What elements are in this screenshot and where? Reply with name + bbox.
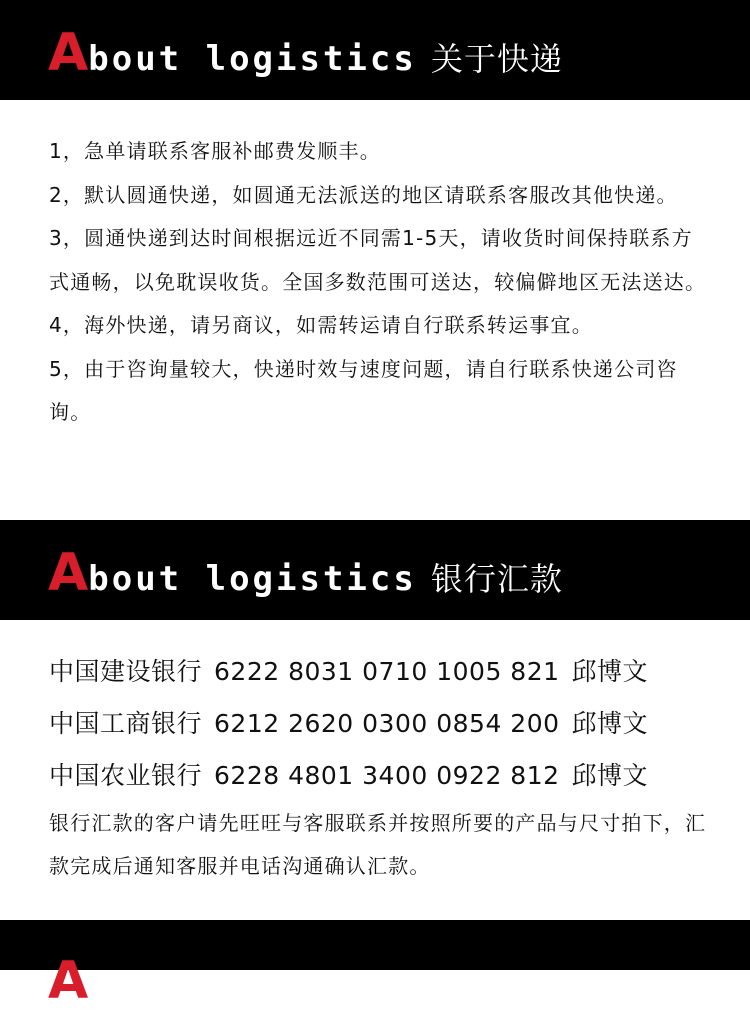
bank-section [0, 620, 750, 920]
title-english: bout logistics [88, 559, 417, 599]
bank-header [0, 520, 750, 620]
logistics-section [0, 100, 750, 520]
bank-account: 6228 4801 3400 0922 812 [214, 761, 560, 790]
bank-row [49, 646, 710, 698]
title-initial: A [48, 951, 89, 1011]
title-english: bout logistics [88, 39, 417, 79]
logistics-item-4: 4，海外快递，请另商议，如需转运请自行联系转运事宜。 [49, 313, 593, 337]
logistics-item-2: 2，默认圆通快递，如圆通无法派送的地区请联系客服改其他快递。 [49, 182, 678, 207]
bank-row [49, 698, 710, 750]
logistics-item-5: 5，由于咨询量较大，快递时效与速度问题，请自行联系快递公司咨询。 [49, 356, 678, 424]
bank-title [48, 543, 563, 603]
bank-row [49, 750, 710, 802]
account-holder: 邱博文 [571, 657, 649, 686]
title-initial: A [48, 543, 89, 603]
account-holder: 邱博文 [571, 709, 649, 738]
logistics-item-1: 1，急单请联系客服补邮费发顺丰。 [49, 139, 381, 163]
bank-name: 中国工商银行 [49, 709, 203, 738]
logistics-header [0, 0, 750, 100]
bank-account: 6212 2620 0300 0854 200 [214, 709, 560, 738]
bank-note: 银行汇款的客户请先旺旺与客服联系并按照所要的产品与尺寸拍下，汇款完成后通知客服并电话沟通确认汇款。 [49, 811, 707, 878]
title-initial: A [48, 23, 89, 83]
bank-account: 6222 8031 0710 1005 821 [214, 657, 560, 686]
bank-name: 中国建设银行 [49, 657, 203, 686]
next-header [0, 920, 750, 1011]
logistics-item-3: 3，圆通快递到达时间根据远近不同需1-5天，请收货时间保持联系方式通畅，以免耽误收货。全国多数范围可送达，较偏僻地区无法送达。 [49, 226, 707, 294]
bank-name: 中国农业银行 [49, 761, 203, 790]
next-title [48, 951, 89, 1011]
account-holder: 邱博文 [571, 761, 649, 790]
title-chinese: 关于快递 [430, 40, 563, 78]
logistics-title [48, 23, 563, 83]
title-chinese: 银行汇款 [430, 560, 563, 598]
